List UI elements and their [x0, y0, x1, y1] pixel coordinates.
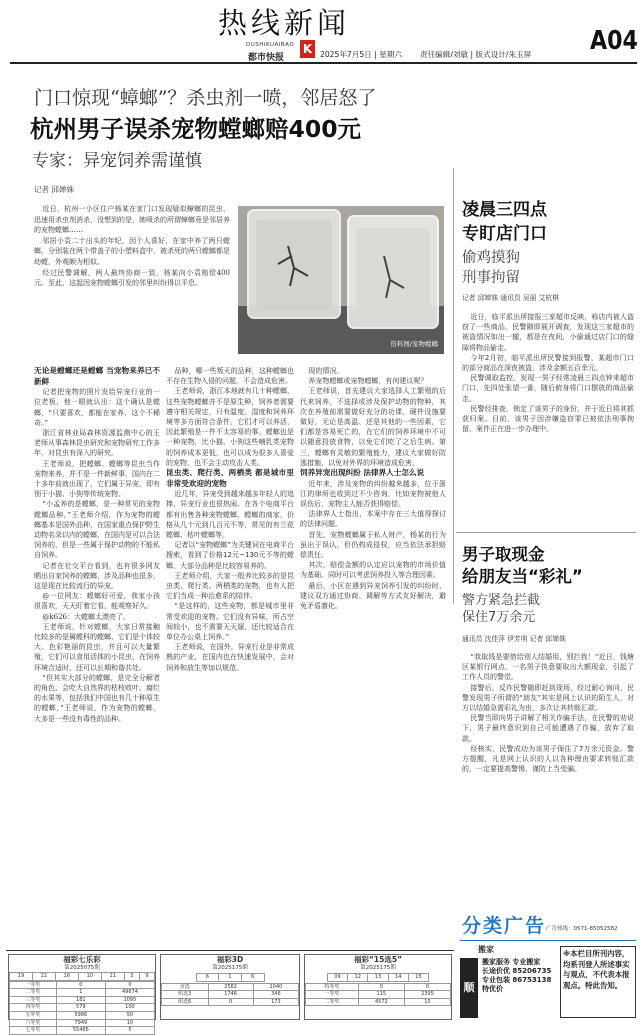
story3-byline: 通讯员 沈佳萍 伊芳明 记者 邱婵姝 [462, 635, 566, 643]
lead-kicker: 门口惊现“蟑螂”？杀虫剂一喷，邻居怒了 [34, 87, 377, 109]
table-row: 一等奖 115 2395 [306, 991, 451, 999]
lottery-period: 第2025175期 [212, 965, 248, 971]
story2-paragraph: 民警调取监控，发现一男子经常凌晨三四点钟来超市门口，先四处张望一番，随后俯身将门口摆放的商品偷走。 [462, 374, 634, 403]
story3-headline [462, 544, 634, 588]
body-paragraph: 王老师介绍，大家一般养比较多的是昆虫类、爬行类、两栖类的宠物，也有人把它们当成一种治愈系的陪伴。 [166, 571, 294, 601]
lottery-number: 15 [408, 974, 428, 982]
lottery-number: 22 [32, 973, 55, 981]
table-row: 二等奖 1 49674 [10, 989, 155, 997]
lottery-number: 14 [388, 974, 408, 982]
lead-photo [238, 206, 444, 354]
body-column-2 [166, 366, 294, 946]
lead-headline: 杭州男子误杀宠物螳螂赔400元 [30, 115, 362, 143]
brand-pinyin: DUSHIKUAIBAO [246, 42, 295, 48]
body-paragraph: 王老师说，浙江本地就有几十种螳螂，这些宠物螳螂并不是原生种，饲养者需要遵守相关规定，只有温度、湿度和饲养环境等多方面符合条件，它们才可以养活，因此繁殖是一件不太容易的事。螳螂也是一种宠物，比小猫、小狗这些哺乳类宠物的饲养成本更低，也可以成为很多人喜爱的宠物，也不会主动攻击人类。 [166, 387, 294, 467]
story-divider [456, 532, 636, 533]
story3-paragraph: 民警当即向男子讲解了相关诈骗手法，在民警的劝说下，男子最终意识到自己可能遭遇了诈骗，放弃了取款。 [462, 714, 634, 743]
body-column-1 [34, 366, 160, 946]
lottery-number: 09 [327, 974, 347, 982]
lottery-number: 16 [55, 973, 78, 981]
lottery-number: 6 [241, 974, 264, 982]
move-ad-text [482, 958, 554, 1018]
lead-byline: 记者 邱婵姝 [34, 185, 74, 194]
body-paragraph: 王老师说，在国外，异宠行业是非常成熟的产业，在国内也在快速发展中，会对饲养和放生等加以规范。 [166, 643, 294, 672]
lottery-number: 11 [101, 973, 124, 981]
body-paragraph: 王老师说，针对螳螂，大家日常接触比较多的是属螳科的螳螂，它们是个体较大、色彩艳丽的昆虫，并且可以大量繁殖，它们可以食用活体的小昆虫，在饲养环境合适时，还可以长期和谐共处。 [34, 622, 160, 672]
table-row: 直选 2582 1040 [162, 983, 299, 991]
ad-line: 专业包装 86753138 特优价 [482, 976, 552, 993]
headline-line: 专盯店门口 [462, 224, 547, 244]
move-brand-box [460, 958, 478, 1018]
lottery-box-1 [8, 954, 156, 1034]
page-number: A04 [590, 26, 638, 56]
lottery-title: 福彩3D [216, 955, 244, 964]
table-row: 三等奖 181 1095 [10, 996, 155, 1004]
deck-line: 偷鸡摸狗 [462, 250, 520, 266]
story2-headline [462, 198, 632, 246]
body-paragraph: 法律界人士指出，本案中存在三大值得探讨的法律问题。 [300, 510, 446, 529]
body-paragraph: 记者以“宠物螳螂”为关键词在电商平台搜索，看到了价格12元~130元不等的螳螂，大部分品种是比较容易养的。 [166, 541, 294, 570]
story3-paragraph: “我取钱是要借给别人结婚用，别拦我！”近日，钱塘区某银行网点，一名男子执意要取出大额现金，引起了工作人员的警觉。 [462, 653, 634, 682]
lottery-prize-table [9, 981, 155, 1035]
table-row: 七等奖 55466 5 [10, 1027, 155, 1035]
lottery-title: 福彩“15选5” [353, 955, 402, 964]
lottery-number: 6 [196, 974, 219, 982]
classified-hotline: 广告热线：0571-85052582 [546, 926, 618, 932]
lottery-title: 福彩七乐彩 [63, 955, 101, 964]
story2-byline: 记者 邱婵姝 通讯员 吴丽 艾杭棋 [462, 294, 560, 302]
table-row: 特等奖 0 0 [306, 983, 451, 991]
story2-paragraph: 近日，临平派出所接报三家超市反映，称店内被人盗窃了一些商品，民警随即展开调查，发现这三家超市的被盗情况如出一辙，都是在夜间，小偷通过店门口的缝隙将物品偷走。 [462, 313, 634, 352]
lottery-period: 第2025075期 [64, 965, 100, 971]
move-brand-name: 顺 [463, 981, 475, 994]
lottery-period: 第2025175期 [360, 965, 396, 971]
story2-paragraph: 民警经排查，锁定了该男子的身份，并于近日将其抓获归案。目前，该男子因涉嫌盗窃罪已被依法刑事拘留，案件正在进一步办理中。 [462, 404, 634, 434]
body-paragraph: 首先，宠物螳螂属于私人财产，杨某的行为虽出于误认，但仍构成侵权，应当依法承担赔偿责任。 [300, 530, 446, 560]
body-paragraph: 近几年，异宠受到越来越多年轻人的追捧，异宠行业也很热闹。在各个电商平台都有出售各种宠物螳螂、螳螂的商家，价格从几十元到几百元不等，常见的有兰花螳螂、枯叶螳螂等。 [166, 490, 294, 540]
body-subhead: 昆虫类、爬行类、两栖类 都是城市里非常受欢迎的宠物 [166, 468, 294, 488]
story3-body [462, 652, 634, 902]
body-paragraph: 记者把宠物的照片发给异宠行业的一位老板，他一眼就认出：这个确认是螳螂，“只要喜欢，都能在家养，这个不稀奇。” [34, 388, 160, 427]
body-paragraph: 王老师说，把螳螂、螳螂等昆虫当作宠物来养，并不是一件新鲜事，国内在二十多年前就出现了，它们属于异宠，即有别于小猫、小狗等传统宠物。 [34, 459, 160, 499]
body-paragraph: 养宠物螳螂或宠物螳螂，有何建议呢？ [308, 377, 428, 386]
lottery-box-2 [160, 954, 300, 1020]
issue-date: 2025年7月5日 | 星期六 [320, 50, 402, 59]
headline-line: 给朋友当“彩礼” [462, 567, 583, 586]
body-paragraph: 品种，哪一些叛天的品种，这种螳螂也不存在生物入侵的问题，不会造成危害。 [166, 367, 294, 386]
photo-caption: 资料图/宠物螳螂 [390, 340, 438, 348]
body-paragraph: “但其实大部分的螳螂，是完全分解者的角色，会吃大自然界的枯枝败叶、腐烂的水果等，包括我们中国也有几十种原生的螳螂，”王老师说，作为宠物的螳螂，大多是一些没有毒性的品种。 [34, 673, 160, 723]
classified-rule [460, 940, 636, 941]
headline-line: 男子取现金 [462, 545, 545, 564]
body-paragraph: 其次，赔偿金额的认定应以宠物的市场价值为基础，同时可以考虑饲养投入等合理因素。 [300, 561, 446, 580]
body-subhead: 无论是螳螂还是螳螂 当宠物来养已不新鲜 [34, 366, 160, 386]
lead-subhead: 专家：异宠饲养需谨慎 [32, 151, 202, 171]
intro-paragraph: 近日，杭州一小区住户杨某在家门口发现疑似蟑螂的昆虫，迅速用杀虫剂消杀，没想到的是，她喷杀的所谓蟑螂竟是邻居养的宠物螳螂…… [34, 205, 230, 235]
body-paragraph: @k626：大螳螂太漂亮了。 [42, 612, 130, 621]
brand-logo: K [300, 40, 315, 58]
column-divider [453, 168, 454, 604]
story3-deck [462, 592, 634, 626]
classified-note: ※本栏目所刊内容，均系刊登人所述事实与观点，不代表本报观点。特此告知。 [560, 946, 636, 1018]
classified-title: 分类广告 [462, 915, 547, 937]
lottery-number: 9 [139, 973, 154, 981]
body-paragraph: 最后，小区在遇到异宠饲养引发的纠纷时，建议双方通过协商、调解等方式友好解决，避免矛盾激化。 [300, 581, 446, 611]
body-paragraph: @一位网友：螳螂好可爱，我家小孩很喜欢，天天盯着它看，能观察好久。 [34, 592, 160, 611]
lottery-number: 19 [10, 973, 33, 981]
story3-paragraph: 接警后，反诈民警随即赶到现场，经过耐心询问，民警发现男子所谓的“朋友”其实是网上认识的陌生人，对方以结婚急需彩礼为由，多次让其转账汇款。 [462, 683, 634, 713]
table-row: 六等奖 7949 10 [10, 1019, 155, 1027]
lottery-number: 1 [219, 974, 242, 982]
intro-paragraph: 邻居小袁二十出头的年纪，因个人喜好，在家中养了两只螳螂，分别装在两个带盖子的小塑料盒中，被杀死的两只螳螂都是幼螳，外观颇为相似。 [34, 236, 230, 266]
ad-line: 长途价优 85206735 [482, 967, 552, 975]
story2-paragraph: 今年2月初，临平派出所民警接到报警，某超市门口的部分商品在深夜被盗，涉及金额五百余元。 [462, 353, 634, 373]
table-row: 一等奖 0 0 [10, 981, 155, 989]
table-row: 四等奖 579 100 [10, 1004, 155, 1012]
table-row: 组选6 0 173 [162, 998, 299, 1006]
body-paragraph: 近年来，涉及宠物的纠纷越来越多，位于浙江的律所也收到过不少咨询，比如宠物被他人误伤后，宠物主人能否获得赔偿。 [300, 479, 446, 509]
table-row: 二等奖 4572 10 [306, 998, 451, 1006]
body-column-3 [300, 366, 446, 946]
lottery-number: 3 [124, 973, 139, 981]
lottery-top-rule [6, 950, 454, 951]
table-row: 五等奖 5986 50 [10, 1011, 155, 1019]
body-paragraph: “小孟养的是螳螂，是一种常见的宠物螳螂品种，”王老师介绍，作为宠物的螳螂基本是国外品种，在国家重点保护野生动物名录以内的螳螂，在国内是可以合法饲养的，但是一些属于保护动物的不能私自饲养。 [34, 500, 160, 560]
body-paragraph: 浙江省林业局森林资源监测中心的王老师从事森林昆虫研究和宠物研究工作多年，对昆虫有深入的研究。 [34, 429, 160, 458]
lottery-numbers [196, 973, 265, 982]
table-row: 组选3 1746 346 [162, 991, 299, 999]
body-paragraph: 记者在社交平台看到，也有很多网友晒出自家饲养的螳螂，涉及品种也很多，这是现在比较流行的异宠。 [34, 561, 160, 591]
editors-line: 责任编辑/刘敏 | 版式设计/朱玉屏 [420, 50, 532, 59]
lead-intro [34, 204, 230, 344]
body-subhead: 饲养异宠出现纠纷 法律界人士怎么说 [300, 468, 425, 478]
deck-line: 警方紧急拦截 [462, 593, 541, 608]
deck-line: 保住7万余元 [462, 610, 536, 625]
lottery-numbers [327, 973, 429, 982]
move-label: 搬家 [478, 945, 494, 954]
lottery-number: 13 [368, 974, 388, 982]
story2-deck [462, 248, 632, 288]
mantis-photo-illustration [238, 206, 444, 354]
lottery-prize-table [161, 983, 299, 1007]
lottery-number: 12 [348, 974, 368, 982]
lottery-numbers [9, 972, 155, 981]
header-rule [10, 62, 637, 64]
deck-line: 刑事拘留 [462, 270, 520, 286]
story2-body [462, 312, 634, 520]
lottery-prize-table [305, 983, 451, 1007]
lottery-number: 10 [78, 973, 101, 981]
section-title: 热线新闻 [218, 6, 351, 40]
body-paragraph: “是这样的，这些宠物，都是城市里非常受欢迎的宠物。它们没有异味，所占空间较小，也不需要天天遛，还比较适合在单位办公桌上饲养。” [166, 602, 294, 642]
ad-line: 搬家服务 专业搬家 [482, 958, 541, 966]
intro-paragraph: 经过民警调解，两人最终协商一致，杨某向小袁赔偿400元。至此，这起因宠物螳螂引发的邻里纠纷得以平息。 [34, 268, 230, 288]
lottery-box-3 [304, 954, 452, 1020]
body-paragraph: 王老师说，首先建议大家选择人工繁殖的后代来饲养，不选择或涉及保护动物的物种，其次在养殖前需要做好充分的功课，硬件设施要做好，无论是高温、还是其他的一些因素，它们都是容易死亡的，在它们的饲养环境中不可以随意投放食物，以免它们吃了之后生病。第三，螳螂有灵敏的繁殖能力，建议大家做好防逃措施，以免对外界的环境造成危害。 [300, 387, 446, 467]
brand-name: 都市快报 [248, 53, 285, 63]
headline-line: 凌晨三四点 [462, 200, 547, 220]
story3-paragraph: 经核实，民警成功为该男子保住了7万余元资金。警方提醒，凡是网上认识的人以各种理由要求转账汇款的，一定要提高警惕，谨防上当受骗。 [462, 744, 634, 774]
body-paragraph: 现的情况。 [308, 367, 344, 375]
